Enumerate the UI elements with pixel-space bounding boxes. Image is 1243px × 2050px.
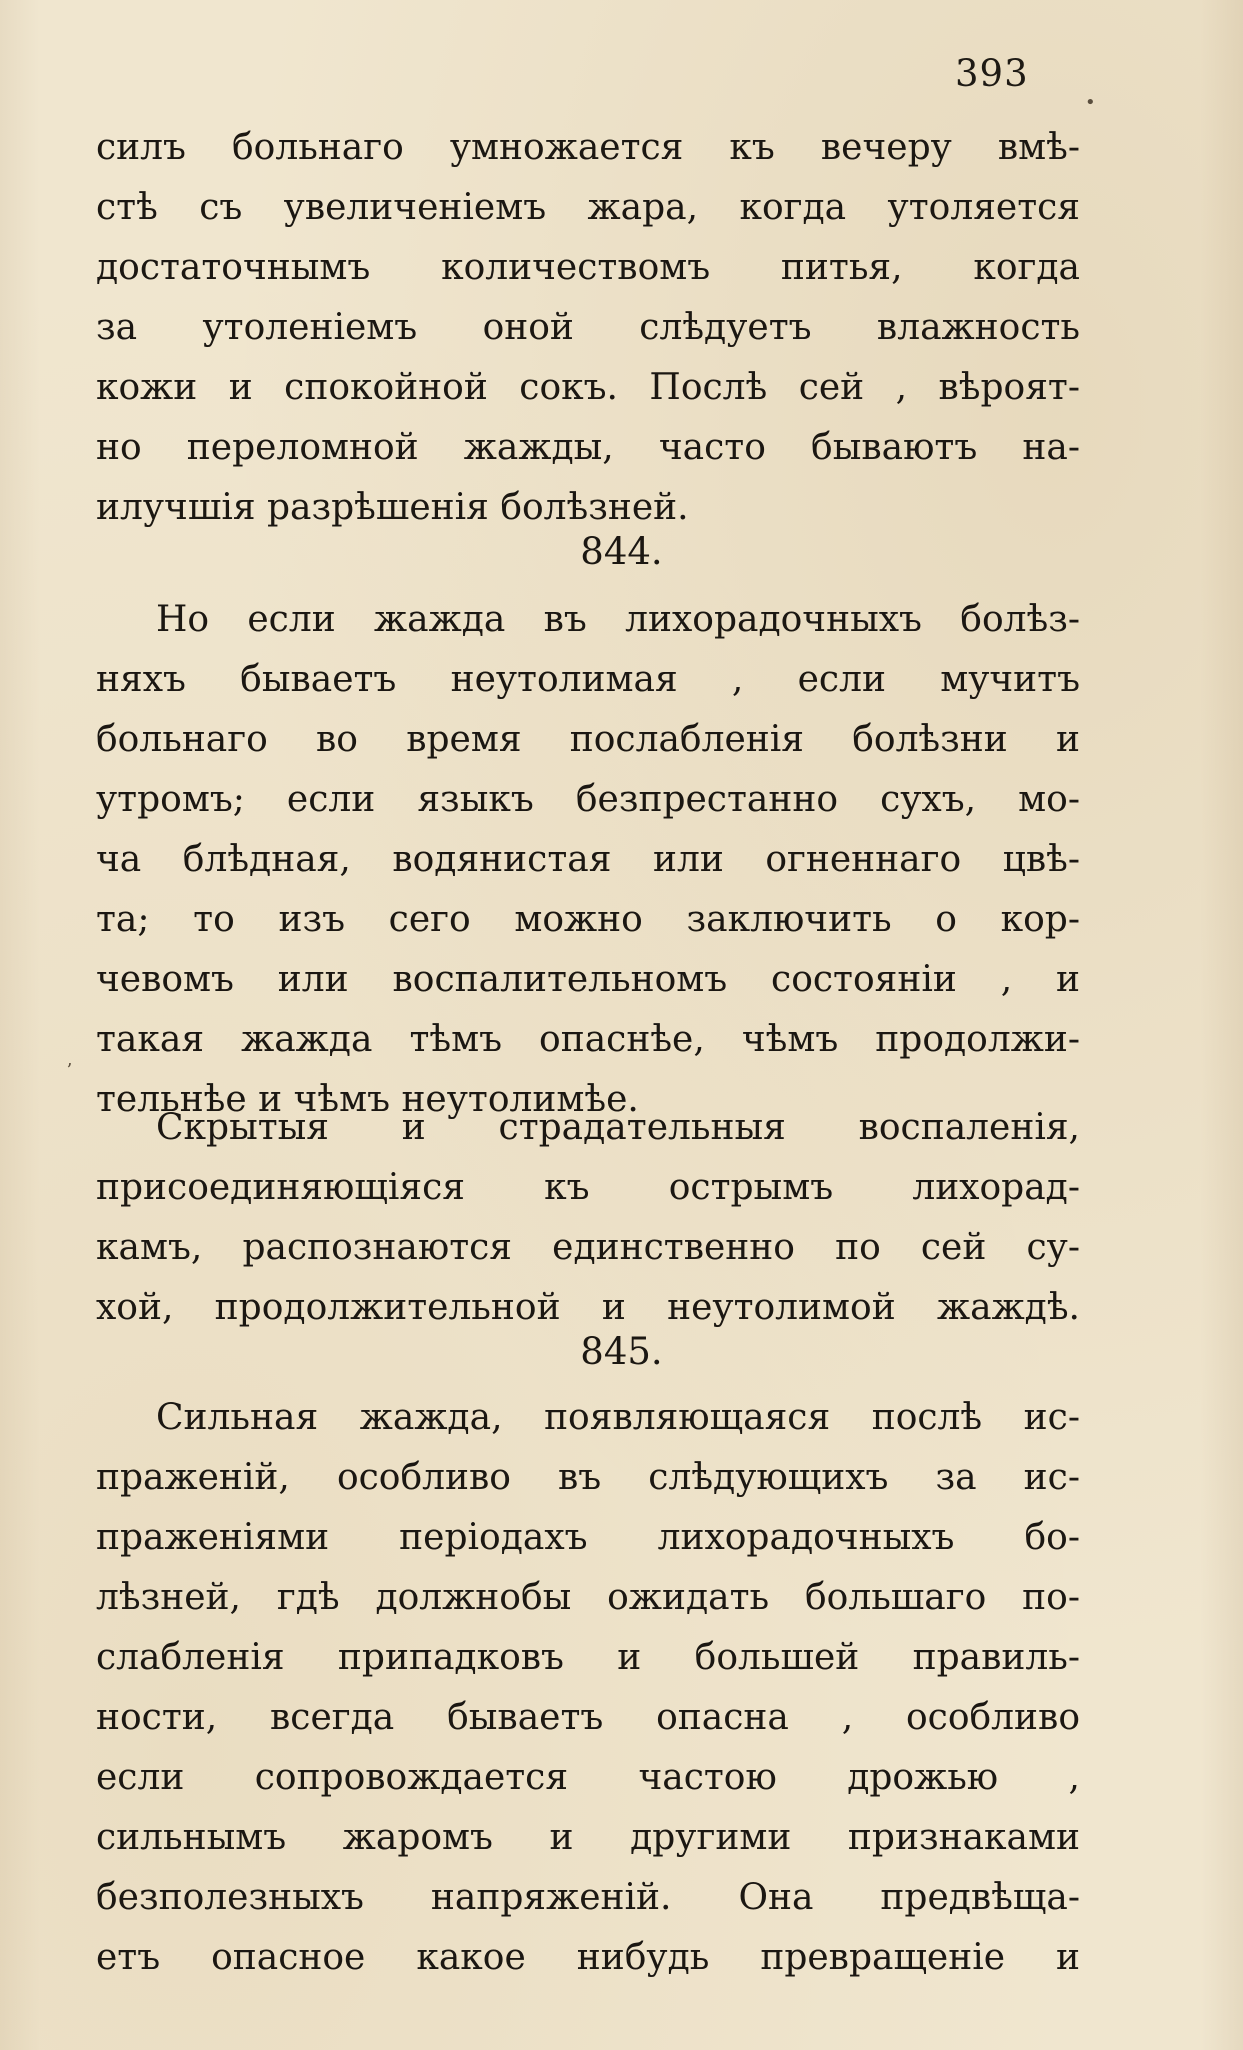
text-line: Скрытыя и страдательныя воспаленія,	[156, 1107, 1080, 1148]
text-line: праженій, особливо въ слѣдующихъ за ис-	[96, 1457, 1080, 1498]
text-line: няхъ бываетъ неутолимая , если мучитъ	[96, 659, 1080, 700]
text-line: кожи и спокойной сокъ. Послѣ сей , вѣроят-	[96, 367, 1080, 408]
section-number-845: 845.	[580, 1330, 663, 1373]
text-line: ча блѣдная, водянистая или огненнаго цвѣ-	[96, 839, 1080, 880]
page-number: 393	[955, 52, 1029, 95]
text-line: слабленія припадковъ и большей правиль-	[96, 1637, 1080, 1678]
text-line: хой, продолжительной и неутолимой жаждѣ.	[96, 1287, 1080, 1328]
paragraph-continuation	[96, 118, 1080, 538]
text-line: праженіями періодахъ лихорадочныхъ бо-	[96, 1517, 1080, 1558]
text-line: сильнымъ жаромъ и другими признаками	[96, 1817, 1080, 1858]
text-line: достаточнымъ количествомъ питья, когда	[96, 247, 1080, 288]
text-line: та; то изъ сего можно заключить о кор-	[96, 899, 1080, 940]
text-line: стѣ съ увеличеніемъ жара, когда утоляется	[96, 187, 1080, 228]
text-line: етъ опасное какое нибудь превращеніе и	[96, 1937, 1080, 1978]
text-line: но переломной жажды, часто бываютъ на-	[96, 427, 1080, 468]
section-number-844: 844.	[580, 530, 663, 573]
text-line: за утоленіемъ оной слѣдуетъ влажность	[96, 307, 1080, 348]
text-line: илучшія разрѣшенія болѣзней.	[96, 487, 689, 528]
paper-speck: ʼ	[66, 1060, 72, 1081]
text-line: если сопровождается частою дрожью ,	[96, 1757, 1080, 1798]
paragraph-845	[96, 1388, 1080, 1988]
paragraph-844-b	[96, 1098, 1080, 1338]
text-line: такая жажда тѣмъ опаснѣе, чѣмъ продолжи-	[96, 1019, 1080, 1060]
text-line: больнаго во время послабленія болѣзни и	[96, 719, 1080, 760]
text-line: Но если жажда въ лихорадочныхъ болѣз-	[156, 599, 1080, 640]
text-line: чевомъ или воспалительномъ состояніи , и	[96, 959, 1080, 1000]
text-line: присоединяющіяся къ острымъ лихорад-	[96, 1167, 1080, 1208]
text-line: Сильная жажда, появляющаяся послѣ ис-	[156, 1397, 1080, 1438]
text-line: лѣзней, гдѣ должнобы ожидать большаго по-	[96, 1577, 1080, 1618]
text-line: безполезныхъ напряженій. Она предвѣща-	[96, 1877, 1080, 1918]
paragraph-844	[96, 590, 1080, 1130]
text-line: силъ больнаго умножается къ вечеру вмѣ-	[96, 127, 1080, 168]
text-line: утромъ; если языкъ безпрестанно сухъ, мо-	[96, 779, 1080, 820]
text-line: тельнѣе и чѣмъ неутолимѣе.	[96, 1079, 639, 1120]
text-line: ности, всегда бываетъ опасна , особливо	[96, 1697, 1080, 1738]
paper-speck: •	[1085, 92, 1096, 113]
text-line: камъ, распознаются единственно по сей су-	[96, 1227, 1080, 1268]
